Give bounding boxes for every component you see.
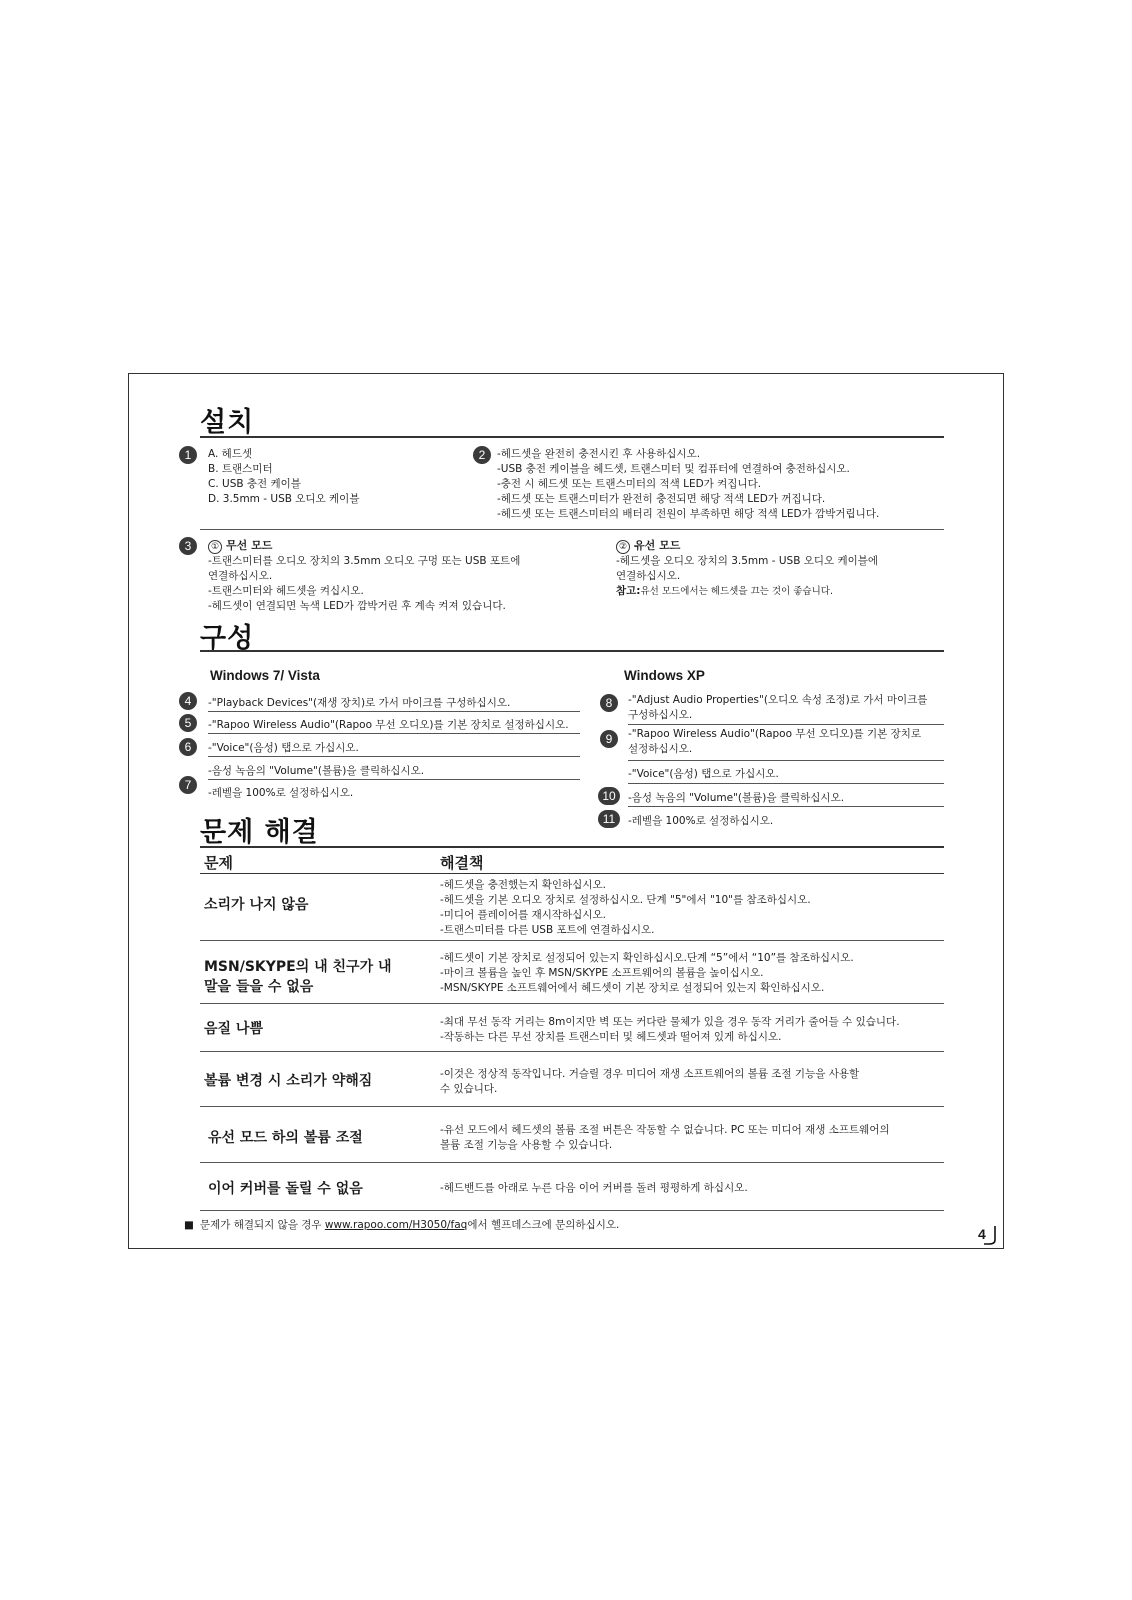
table-row-rule xyxy=(200,1106,944,1107)
footer-note: ■ 문제가 해결되지 않을 경우 www.rapoo.com/H3050/faq에서 헬프데스크에 문의하십시오. xyxy=(184,1219,620,1231)
problem-column-header: 문제 xyxy=(204,854,233,872)
xp-divider xyxy=(628,760,944,761)
wired-mode-heading: ② 유선 모드 xyxy=(616,538,680,554)
install-title: 설치 xyxy=(200,407,255,438)
charging-instructions: -헤드셋을 완전히 충전시킨 후 사용하십시오. -USB 충전 케이블을 헤드셋, 트랜스미터 및 컴퓨터에 연결하여 충전하십시오. -충전 시 헤드셋 또는 트랜스미터의 적색 LED가 켜집니다. -헤드셋 또는 트랜스미터가 완전히 충전되면 해당 적색 LED가 꺼집니다. -헤드셋 또는 트랜스미터의 배터리 전원이 부족하면 해당 적색 LED가 깜박거립니다. xyxy=(497,448,880,520)
step-number-11: 11 xyxy=(598,810,620,828)
step-number-8: 8 xyxy=(600,694,618,712)
step-number-6: 6 xyxy=(179,738,197,756)
step-number-4: 4 xyxy=(179,692,197,710)
problem-5: 유선 모드 하의 볼륨 조절 xyxy=(208,1130,363,1146)
vista-divider xyxy=(208,711,580,712)
step-number-9: 9 xyxy=(600,730,618,748)
vista-heading: Windows 7/ Vista xyxy=(210,668,320,683)
step-number-2: 2 xyxy=(473,446,491,464)
vista-step-6: -"Voice"(음성) 탭으로 가십시오. xyxy=(208,742,359,754)
xp-step-8: -"Adjust Audio Properties"(오디오 속성 조정)로 가서 마이크를 구성하십시오. xyxy=(628,694,928,721)
table-row-rule xyxy=(200,1051,944,1052)
solution-column-header: 해결책 xyxy=(440,854,484,872)
vista-divider xyxy=(208,779,580,780)
solution-4: -이것은 정상적 동작입니다. 거슬릴 경우 미디어 재생 소프트웨어의 볼륨 조절 기능을 사용할 수 있습니다. xyxy=(440,1068,860,1095)
trouble-title: 문제 해결 xyxy=(200,817,319,848)
install-rule xyxy=(200,436,944,438)
xp-divider xyxy=(628,724,944,725)
xp-step-9b: -"Voice"(음성) 탭으로 가십시오. xyxy=(628,768,779,780)
step-number-3: 3 xyxy=(179,537,197,555)
vista-step-5: -"Rapoo Wireless Audio"(Rapoo 무선 오디오)를 기본 장치로 설정하십시오. xyxy=(208,719,569,731)
step-number-7: 7 xyxy=(179,776,197,794)
xp-divider xyxy=(628,783,944,784)
problem-6: 이어 커버를 돌릴 수 없음 xyxy=(208,1181,363,1197)
trouble-rule xyxy=(200,846,944,848)
vista-step-4: -"Playback Devices"(재생 장치)로 가서 마이크를 구성하십시오. xyxy=(208,697,511,709)
step-number-1: 1 xyxy=(179,446,197,464)
vista-divider xyxy=(208,733,580,734)
table-header-rule xyxy=(200,873,944,874)
step-number-5: 5 xyxy=(179,714,197,732)
solution-1: -헤드셋을 충전했는지 확인하십시오. -헤드셋을 기본 오디오 장치로 설정하십시오. 단계 "5"에서 "10"를 참조하십시오. -미디어 플레이어를 재시작하십시오. -트랜스미터를 다른 USB 포트에 연결하십시오. xyxy=(440,879,811,936)
solution-3: -최대 무선 동작 거리는 8m이지만 벽 또는 커다란 물체가 있을 경우 동작 거리가 줄어들 수 있습니다. -작동하는 다른 무선 장치를 트랜스미터 및 헤드셋과 떨어져 있게 하십시오. xyxy=(440,1016,900,1043)
xp-heading: Windows XP xyxy=(624,668,705,683)
xp-divider xyxy=(628,806,944,807)
page-corner-mark xyxy=(984,1224,1000,1248)
step-number-10: 10 xyxy=(598,787,620,805)
solution-2: -헤드셋이 기본 장치로 설정되어 있는지 확인하십시오.단계 “5”에서 “10”를 참조하십시오. -마이크 볼륨을 높인 후 MSN/SKYPE 소프트웨어의 볼륨을 높이십시오. -MSN/SKYPE 소프트웨어에서 헤드셋이 기본 장치로 설정되어 있는지 확인하십시오. xyxy=(440,952,854,994)
faq-link[interactable]: www.rapoo.com/H3050/faq xyxy=(324,1219,468,1231)
xp-step-11: -레벨을 100%로 설정하십시오. xyxy=(628,815,774,827)
problem-3: 음질 나쁨 xyxy=(204,1021,263,1037)
page-number: 4 xyxy=(978,1226,986,1242)
bullet-icon: ■ xyxy=(184,1219,194,1231)
note-label: 참고: xyxy=(616,585,641,597)
xp-step-9: -"Rapoo Wireless Audio"(Rapoo 무선 오디오)를 기본 장치로 설정하십시오. xyxy=(628,728,922,755)
solution-6: -헤드밴드를 아래로 누른 다음 이어 커버를 돌려 평평하게 하십시오. xyxy=(440,1182,748,1194)
problem-4: 볼륨 변경 시 소리가 약해짐 xyxy=(204,1073,373,1089)
config-rule xyxy=(200,650,944,652)
vista-step-7a: -음성 녹음의 "Volume"(볼륨)을 클릭하십시오. xyxy=(208,765,425,777)
wired-mode-text: -헤드셋을 오디오 장치의 3.5mm - USB 오디오 케이블에 연결하십시오. 참고:유선 모드에서는 헤드셋을 끄는 것이 좋습니다. xyxy=(616,555,879,597)
vista-step-7b: -레벨을 100%로 설정하십시오. xyxy=(208,787,354,799)
solution-5: -유선 모드에서 헤드셋의 볼륨 조절 버튼은 작동할 수 없습니다. PC 또는 미디어 재생 소프트웨어의 볼륨 조절 기능을 사용할 수 있습니다. xyxy=(440,1124,890,1151)
problem-1: 소리가 나지 않음 xyxy=(204,897,309,913)
vista-divider xyxy=(208,756,580,757)
table-row-rule xyxy=(200,1162,944,1163)
wireless-mode-text: -트랜스미터를 오디오 장치의 3.5mm 오디오 구멍 또는 USB 포트에 연결하십시오. -트랜스미터와 헤드셋을 켜십시오. -헤드셋이 연결되면 녹색 LED가 깜박거린 후 계속 켜져 있습니다. xyxy=(208,555,521,612)
table-row-rule xyxy=(200,940,944,941)
xp-step-10: -음성 녹음의 "Volume"(볼륨)을 클릭하십시오. xyxy=(628,792,845,804)
table-row-rule xyxy=(200,1003,944,1004)
config-title: 구성 xyxy=(200,623,255,654)
table-row-rule xyxy=(200,1210,944,1211)
note-text: 유선 모드에서는 헤드셋을 끄는 것이 좋습니다. xyxy=(640,586,833,597)
wireless-mode-heading: ① 무선 모드 xyxy=(208,538,272,554)
problem-2: MSN/SKYPE의 내 친구가 내 말을 들을 수 없음 xyxy=(204,959,392,995)
install-divider xyxy=(200,529,944,530)
install-items: A. 헤드셋 B. 트랜스미터 C. USB 충전 케이블 D. 3.5mm - USB 오디오 케이블 xyxy=(208,448,360,505)
